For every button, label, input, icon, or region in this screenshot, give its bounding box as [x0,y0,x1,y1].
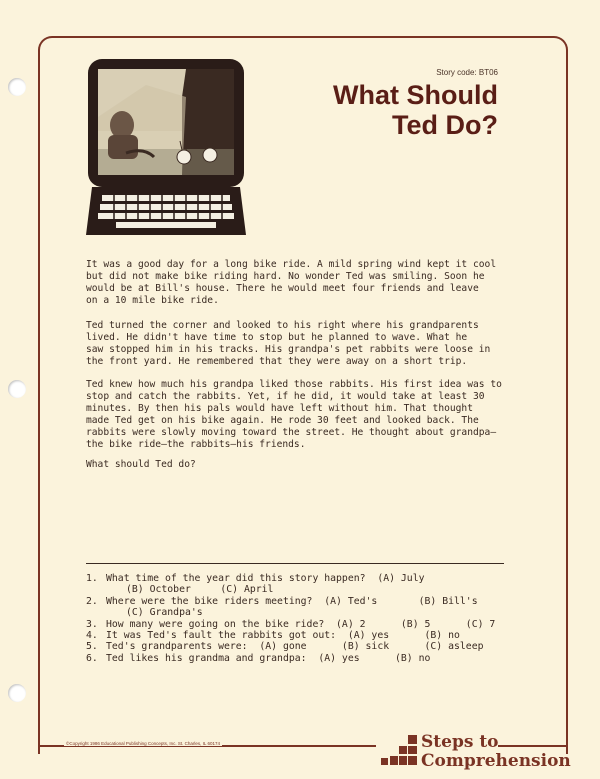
story-paragraph-2: Ted turned the corner and looked to his right where his grandparents lived. He didn't have time to stop but he planned to wave. What he saw stopped him in his tracks. His grandpa's pet rabbits were loose in the front yard. He remembered that they were away on a short trip. [86,320,491,367]
question-text: It was Ted's fault the rabbits got out: (A) yes (B) no [106,630,460,642]
brand-line-1: Steps to [421,732,499,752]
story-paragraph-1: It was a good day for a long bike ride. A mild spring wind kept it cool but did not make bike riding hard. No wonder Ted was smiling. Soon he would be at Bill's house. There he would meet four friends and leave on a 10 mile bike ride. [86,259,497,306]
question-number: 4. [86,630,98,642]
question-text: Ted likes his grandma and grandpa: (A) yes (B) no [106,652,431,664]
story-prompt: What should Ted do? [86,459,196,470]
steps-logo-icon [380,735,420,769]
question-number: 3. [86,618,98,630]
question-text: Where were the bike riders meeting? (A) Ted's (B) Bill's [106,595,478,607]
question-item [86,630,516,641]
page-title [238,80,498,140]
question-number: 5. [86,641,98,653]
brand-line-2: Comprehension [421,751,571,771]
question-text: What time of the year did this story happen? (A) July [106,573,425,584]
binder-hole-middle [8,380,26,398]
question-item [86,619,516,630]
question-item [86,596,516,607]
answer-rule [86,563,504,564]
story-paragraph-3: Ted knew how much his grandpa liked those rabbits. His first idea was to stop and catch the rabbits. Yet, if he did, it would take at least 30 minutes. By then his pals would have left without him. That thought made Ted get on his bike again. He rode 30 feet and looked back. The rabbits were slowly moving toward the street. He thought about grandpa— the bike ride—the rabbits—his friends. [86,379,502,450]
brand-logo [421,733,571,771]
question-item [86,573,516,584]
question-item [86,641,516,652]
computer-illustration [86,57,246,242]
question-item [86,653,516,664]
binder-hole-bottom [8,684,26,702]
title-line-2: Ted Do? [392,110,498,140]
binder-hole-top [8,78,26,96]
question-text: Ted's grandparents were: (A) gone (B) sick (C) asleep [106,641,484,653]
question-options: (B) October (C) April [126,584,274,596]
question-options: (C) Grandpa's [126,607,203,619]
question-number: 2. [86,595,98,607]
copyright-notice: ©Copyright 1986 Educational Publishing Concepts, Inc. St. Charles, IL 60174 [66,741,220,746]
question-list [86,573,516,664]
question-number: 1. [86,573,98,584]
question-text: How many were going on the bike ride? (A) 2 (B) 5 (C) 7 [106,618,496,630]
story-code: Story code: BT06 [436,68,498,77]
title-line-1: What Should [333,80,498,110]
question-number: 6. [86,652,98,664]
